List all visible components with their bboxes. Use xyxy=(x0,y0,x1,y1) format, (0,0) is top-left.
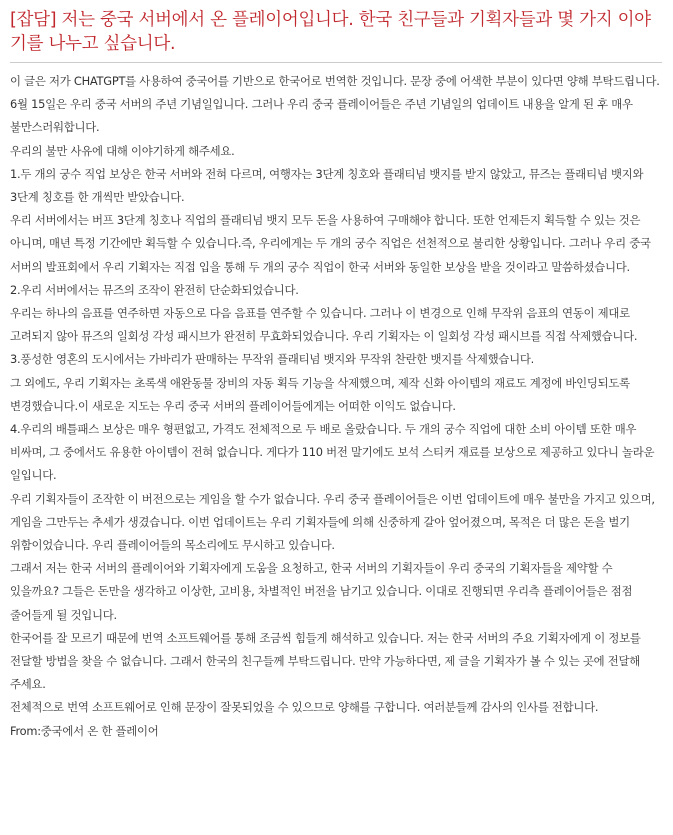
paragraph-point-3-detail: 그 외에도, 우리 기획자는 초록색 애완동물 장비의 자동 획득 기능을 삭제했으며, 제작 신화 아이템의 재료도 계정에 바인딩되도록 변경했습니다.이 새로운 지도는 우리 중국 서버의 플레이어들에게는 어떠한 이익도 없습니다. xyxy=(10,375,630,413)
paragraph-translation-difficulty: 한국어를 잘 모르기 때문에 번역 소프트웨어를 통해 조금씩 힘들게 해석하고 있습니다. 저는 한국 서버의 주요 기획자에게 이 정보를 전달할 방법을 찾을 수 없습니다. 그래서 한국의 친구들께 부탁드립니다. 만약 가능하다면, 제 글을 기획자가 볼 수 있는 곳에 전달해 주세요. xyxy=(10,630,641,692)
paragraph-point-3: 3.풍성한 영혼의 도시에서는 가바리가 판매하는 무작위 플래티넘 뱃지와 무작위 찬란한 뱃지를 삭제했습니다. xyxy=(10,352,534,367)
paragraph-point-1: 1.두 개의 궁수 직업 보상은 한국 서버와 전혀 다르며, 여행자는 3단계 칭호와 플래티넘 뱃지를 받지 않았고, 뮤즈는 플래티넘 뱃지와 3단계 칭호를 한 개씩만 받았습니다. xyxy=(10,166,644,205)
paragraph-anniversary: 6월 15일은 우리 중국 서버의 주년 기념일입니다. 그러나 우리 중국 플레이어들은 주년 기념일의 업데이트 내용을 알게 된 후 매우 불만스러워합니다. xyxy=(10,97,633,135)
paragraph-intro-complaints: 우리의 불만 사유에 대해 이야기하게 해주세요. xyxy=(10,143,235,158)
paragraph-request: 그래서 저는 한국 서버의 플레이어와 기획자에게 도움을 요청하고, 한국 서버의 기획자들이 우리 중국의 기획자들을 제약할 수 있을까요? 그들은 돈만을 생각하고 이상한, 고비용, 차별적인 버전을 남기고 있습니다. 이대로 진행되면 우리측 플레이어들은 점점 줄어들게 될 것입니다. xyxy=(10,561,633,622)
paragraph-signature: From:중국에서 온 한 플레이어 xyxy=(10,723,159,738)
paragraph-point-4: 4.우리의 배틀패스 보상은 매우 형편없고, 가격도 전체적으로 두 배로 올랐습니다. 두 개의 궁수 직업에 대한 소비 아이템 또한 매우 비싸며, 그 중에서도 유용한 아이템이 전혀 없습니다. 게다가 110 버전 말기에도 보석 스티커 재료를 보상으로 제공하고 있다니 놀라운 일입니다. xyxy=(10,422,655,483)
paragraph-point-2: 2.우리 서버에서는 뮤즈의 조작이 완전히 단순화되었습니다. xyxy=(10,282,299,297)
title-divider xyxy=(10,62,662,63)
post-body xyxy=(10,70,664,743)
post-title: [잡담] 저는 중국 서버에서 온 플레이어입니다. 한국 친구들과 기획자들과 몇 가지 이야기를 나누고 싶습니다. xyxy=(10,10,651,54)
paragraph-thanks: 전체적으로 번역 소프트웨어로 인해 문장이 잘못되었을 수 있으므로 양해를 구합니다. 여러분들께 감사의 인사를 전합니다. xyxy=(10,700,599,715)
paragraph-point-1-detail: 우리 서버에서는 버프 3단계 칭호나 직업의 플래티넘 뱃지 모두 돈을 사용하여 구매해야 합니다. 또한 언제든지 획득할 수 있는 것은 아니며, 매년 특정 기간에만 획득할 수 있습니다.즉, 우리에게는 두 개의 궁수 직업은 선천적으로 불리한 상황입니다. 그러나 우리 중국 서버의 발표회에서 우리 기획자는 직접 입을 통해 두 개의 궁수 직업이 한국 서버와 동일한 보상을 받을 것이라고 말씀하셨습니다. xyxy=(10,213,651,274)
paragraph-summary: 우리 기획자들이 조작한 이 버전으로는 게임을 할 수가 없습니다. 우리 중국 플레이어들은 이번 업데이트에 매우 불만을 가지고 있으며, 게임을 그만두는 추세가 생겼습니다. 이번 업데이트는 우리 기획자들에 의해 신중하게 갈아 엎어졌으며, 목적은 더 많은 돈을 벌기 위함이었습니다. 우리 플레이어들의 목소리에도 무시하고 있습니다. xyxy=(10,491,655,553)
paragraph-translation-note: 이 글은 저가 CHATGPT를 사용하여 중국어를 기반으로 한국어로 번역한 것입니다. 문장 중에 어색한 부분이 있다면 양해 부탁드립니다. xyxy=(10,74,660,88)
paragraph-point-2-detail: 우리는 하나의 음표를 연주하면 자동으로 다음 음표를 연주할 수 있습니다. 그러나 이 변경으로 인해 무작위 음표의 연동이 제대로 고려되지 않아 뮤즈의 일회성 각성 패시브가 완전히 무효화되었습니다. 우리 기획자는 이 일회성 각성 패시브를 직접 삭제했습니다. xyxy=(10,306,638,344)
